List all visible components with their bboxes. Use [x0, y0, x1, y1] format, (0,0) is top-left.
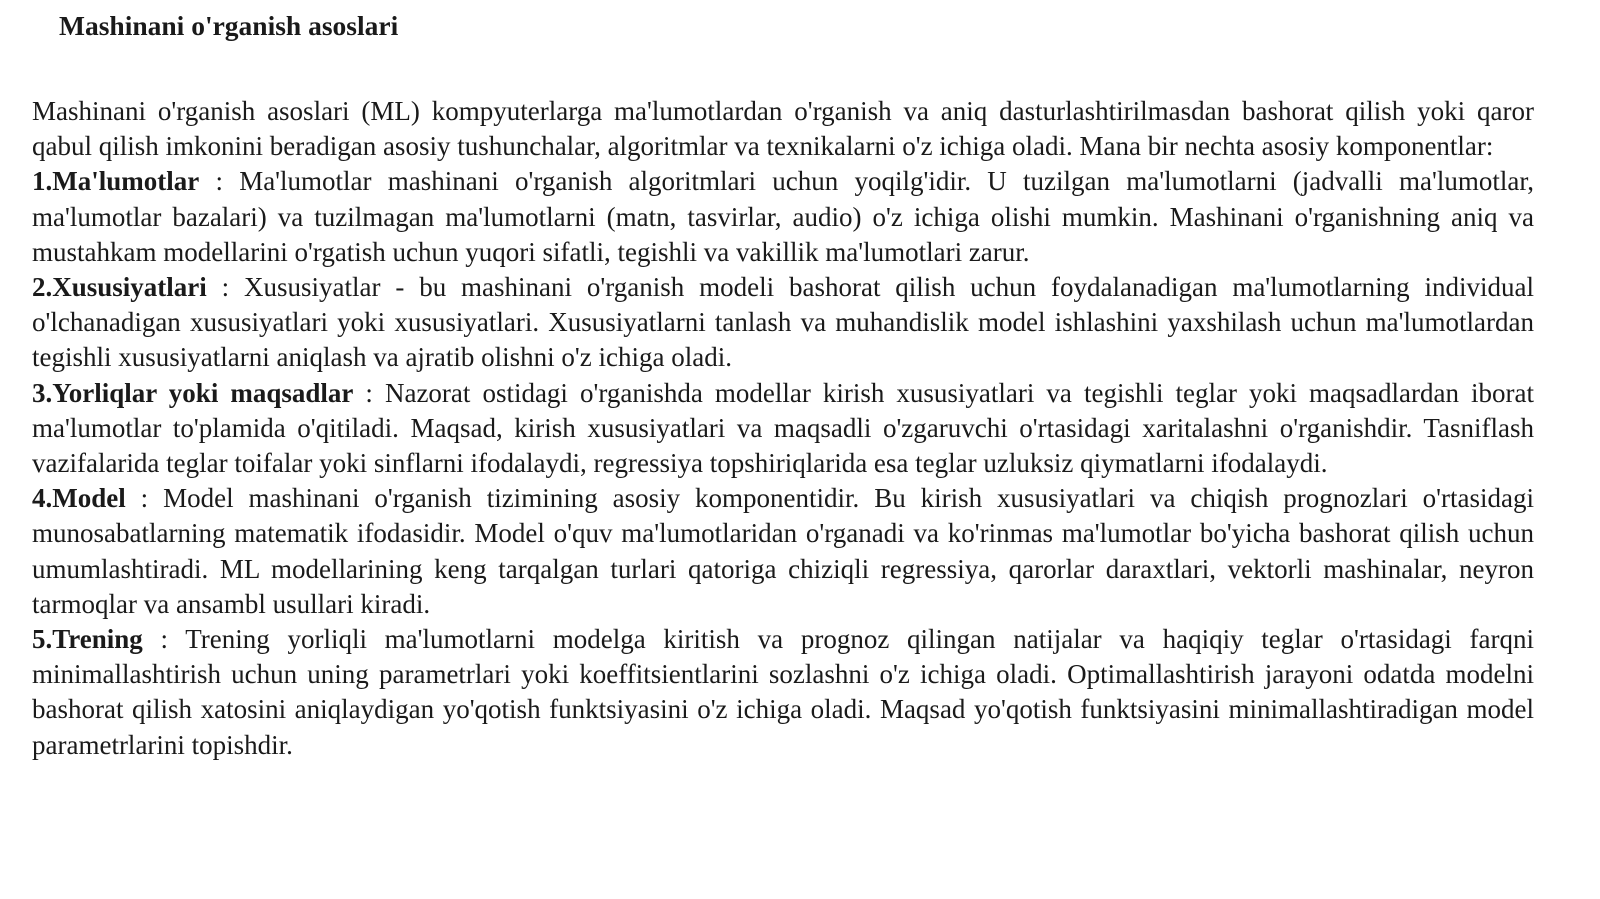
section-text: : Nazorat ostidagi o'rganishda modellar kirish xususiyatlari va tegishli teglar yoki maqsadlardan iborat ma'lumotlar to'plamida o'qitiladi. Maqsad, kirish xususiyatlari va maqsadli o'zgaruvchi o'rtasidagi xaritalashni o'rganishdir. Tasniflash vazifalarida teglar toifalar yoki sinflarni ifodalaydi, regressiya topshiriqlarida esa teglar uzluksiz qiymatlarni ifodalaydi.	[32, 377, 1534, 479]
section-text: : Trening yorliqli ma'lumotlarni modelga kiritish va prognoz qilingan natijalar va haqiqiy teglar o'rtasidagi farqni minimallashtirish uchun uning parametrlari yoki koeffitsientlarini sozlashni o'z ichiga oladi. Optimallashtirish jarayoni odatda modelni bashorat qilish xatosini aniqlaydigan yo'qotish funktsiyasini o'z ichiga oladi. Maqsad yo'qotish funktsiyasini minimallashtiradigan model parametrlarini topishdir.	[32, 624, 1534, 760]
section-data	[32, 164, 1534, 270]
section-features	[32, 270, 1534, 376]
section-model	[32, 481, 1534, 622]
document-title: Mashinani o'rganish asoslari	[59, 10, 399, 41]
section-term: 1.Ma'lumotlar	[32, 166, 200, 197]
section-term: 4.Model	[32, 483, 126, 514]
intro-paragraph: Mashinani o'rganish asoslari (ML) kompyuterlarga ma'lumotlardan o'rganish va aniq dasturlashtirilmasdan bashorat qilish yoki qaror qabul qilish imkonini beradigan asosiy tushunchalar, algoritmlar va texnikalarni o'z ichiga oladi. Mana bir nechta asosiy komponentlar:	[32, 96, 1534, 162]
section-text: : Xususiyatlar - bu mashinani o'rganish modeli bashorat qilish uchun foydalanadigan ma'lumotlarning individual o'lchanadigan xususiyatlari yoki xususiyatlari. Xususiyatlarni tanlash va muhandislik model ishlashini yaxshilash uchun ma'lumotlardan tegishli xususiyatlarni aniqlash va ajratib olishni o'z ichiga oladi.	[32, 272, 1534, 373]
section-text: : Ma'lumotlar mashinani o'rganish algoritmlari uchun yoqilg'idir. U tuzilgan ma'lumotlarni (jadvalli ma'lumotlar, ma'lumotlar bazalari) va tuzilmagan ma'lumotlarni (matn, tasvirlar, audio) o'z ichiga olishi mumkin. Mashinani o'rganishning aniq va mustahkam modellarini o'rgatish uchun yuqori sifatli, tegishli va vakillik ma'lumotlari zarur.	[32, 166, 1534, 267]
section-term: 3.Yorliqlar yoki maqsadlar	[32, 377, 354, 408]
section-term: 2.Xususiyatlari	[32, 272, 207, 303]
document-body	[32, 94, 1534, 763]
section-text: : Model mashinani o'rganish tizimining asosiy komponentidir. Bu kirish xususiyatlari va chiqish prognozlari o'rtasidagi munosabatlarning matematik ifodasidir. Model o'quv ma'lumotlaridan o'rganadi va ko'rinmas ma'lumotlar bo'yicha bashorat qilish uchun umumlashtiradi. ML modellarining keng tarqalgan turlari qatoriga chiziqli regressiya, qarorlar daraxtlari, vektorli mashinalar, neyron tarmoqlar va ansambl usullari kiradi.	[32, 483, 1534, 619]
section-term: 5.Trening	[32, 624, 143, 655]
section-labels	[32, 376, 1534, 482]
section-training	[32, 622, 1534, 763]
